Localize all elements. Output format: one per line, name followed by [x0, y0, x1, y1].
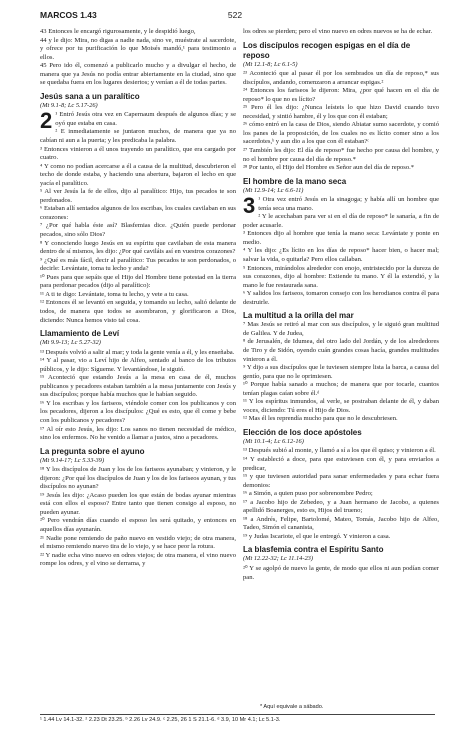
- left-column: [40, 28, 236, 569]
- section-heading: La multitud a la orilla del mar: [243, 311, 354, 321]
- parallel-reference: (Mt 12.1-8; Lc 6.1-5): [243, 60, 298, 68]
- verse: ¹⁶ a Simón, a quien puso por sobrenombre Pedro;: [243, 490, 373, 498]
- section-heading: Llamamiento de Leví: [40, 329, 120, 339]
- section-heading: Los discípulos recogen espigas en el día de reposo: [243, 40, 411, 60]
- verse: ²⁵ Pero él les dijo: ¿Nunca leísteis lo que hizo David cuando tuvo necesidad, y sintió hambre, él y los que con él estaban;: [243, 104, 439, 120]
- verse: ²⁰ Y se agolpó de nuevo la gente, de modo que ellos ni aun podían comer pan.: [243, 564, 439, 581]
- section-heading: La blasfemia contra el Espíritu Santo: [243, 545, 384, 555]
- verse: ¹⁹ y Judas Iscariote, el que le entregó. Y vinieron a casa.: [243, 532, 391, 540]
- verse: ⁸ Y conociendo luego Jesús en su espíritu que cavilaban de esta manera dentro de sí mismos, les dijo: ¿Por qué caviláis así en vuestros corazones?: [40, 239, 236, 256]
- parallel-reference: (Mt 9.14-17; Lc 5.33-39): [40, 456, 105, 464]
- footer-divider: [40, 714, 435, 715]
- verse: ²⁴ Entonces los fariseos le dijeron: Mira, ¿por qué hacen en el día de reposo* lo que no es lícito?: [243, 87, 439, 103]
- verse: ¹¹ A ti te digo: Levántate, toma tu lecho, y vete a tu casa.: [40, 290, 189, 298]
- verse: ¹⁴ Y al pasar, vio a Leví hijo de Alfeo, sentado al banco de los tributos públicos, y le dijo: Sígueme. Y levantándose, le siguió.: [40, 357, 236, 373]
- parallel-reference: (Mt 9.9-13; Lc 5.27-32): [40, 339, 101, 347]
- parallel-reference: (Mt 12.9-14; Lc 6.6-11): [243, 186, 304, 194]
- verse: ¹ Otra vez entró Jesús en la sinagoga; y había allí un hombre que tenía seca una mano.: [258, 196, 439, 212]
- verse: ¹¹ Y los espíritus inmundos, al verle, se postraban delante de él, y daban voces, diciendo: Tú eres el Hijo de Dios.: [243, 398, 439, 414]
- verse: ¹⁷ Al oír esto Jesús, les dijo: Los sanos no tienen necesidad de médico, sino los enfermos. No he venido a llamar a justos, sino a pecadores.: [40, 425, 236, 442]
- verse: ²⁶ cómo entró en la casa de Dios, siendo Abiatar sumo sacerdote, y comió los panes de la proposición, de los cuales no es lícito comer sino a los sacerdotes,ᵇ y aun dio a los que con él estaban?ᶜ: [243, 121, 439, 146]
- verse: ¹⁹ Jesús les dijo: ¿Acaso pueden los que están de bodas ayunar mientras está con ellos el esposo? Entre tanto que tienen consigo al esposo, no pueden ayunar.: [40, 491, 236, 516]
- section-heading: La pregunta sobre el ayuno: [40, 446, 145, 456]
- verse: ¹³ Después volvió a salir al mar; y toda la gente venía a él, y les enseñaba.: [40, 348, 235, 356]
- verse: ² Y le acechaban para ver si en el día de reposo* le sanaría, a fin de poder acusarle.: [243, 213, 439, 229]
- section-heading: El hombre de la mano seca: [243, 176, 347, 186]
- chapter-number: 2: [40, 108, 53, 134]
- parallel-reference: (Mt 9.1-8; Lc 5.17-26): [40, 101, 98, 109]
- verse: ¹³ Después subió al monte, y llamó a sí a los que él quiso; y vinieron a él.: [243, 447, 436, 455]
- verse: ¹⁸ a Andrés, Felipe, Bartolomé, Mateo, Tomás, Jacobo hijo de Alfeo, Tadeo, Simón el cananista,: [243, 515, 439, 532]
- verse: ¹² Entonces él se levantó en seguida, y tomando su lecho, salió delante de todos, de manera que todos se asombraron, y glorificaron a Dios, diciendo: Nunca hemos visto tal cosa.: [40, 299, 236, 324]
- verse: ³ Entonces dijo al hombre que tenía la mano seca: Levántate y ponte en medio.: [243, 230, 439, 246]
- verse: ¹⁷ a Jacobo hijo de Zebedeo, y a Juan hermano de Jacobo, a quienes apellidó Boanerges, esto es, Hijos del trueno;: [243, 498, 439, 515]
- verse: ¹² Mas él les reprendía mucho para que no le descubriesen.: [243, 415, 398, 423]
- chapter-number: 3: [243, 193, 256, 219]
- verse: ⁹ ¿Qué es más fácil, decir al paralítico: Tus pecados te son perdonados, o decirle: Levántate, toma tu lecho y anda?: [40, 256, 236, 273]
- verse: ⁵ Entonces, mirándolos alrededor con enojo, entristecido por la dureza de sus corazones, dijo al hombre: Extiende tu mano. Y él la extendió, y la mano le fue restaurada sana.: [243, 264, 439, 289]
- verse: ²⁷ También les dijo: El día de reposo* fue hecho por causa del hombre, y no el hombre por causa del día de reposo.*: [243, 147, 439, 163]
- verse: ⁴ Y les dijo: ¿Es lícito en los días de reposo* hacer bien, o hacer mal; salvar la vida, o quitarla? Pero ellos callaban.: [243, 247, 439, 264]
- cross-references: ¹ 1.44 Lv 14.1-32. ² 2.23 Dt 23.25. ᵇ 2.26 Lv 24.9. ᶜ 2.25, 26 1 S 21.1-6. ᵈ 3.9, 10 Mr 4.1; Lc 5.1-3.: [40, 717, 281, 723]
- verse: ¹⁴ Y estableció a doce, para que estuviesen con él, y para enviarlos a predicar,: [243, 455, 439, 472]
- parallel-reference: (Mt 10.1-4; Lc 6.12-16): [243, 437, 304, 445]
- verse: ⁶ Y salidos los fariseos, tomaron consejo con los herodianos contra él para destruirle.: [243, 290, 439, 306]
- parallel-reference: (Mt 12.22-32; Lc 11.14-23): [243, 555, 313, 563]
- verse: ²² Y nadie echa vino nuevo en odres viejos; de otra manera, el vino nuevo rompe los odres, y el vino se derrama, y: [40, 551, 236, 568]
- section-heading: Elección de los doce apóstoles: [243, 427, 362, 437]
- verse: ¹⁵ Aconteció que estando Jesús a la mesa en casa de él, muchos publicanos y pecadores estaban también a la mesa juntamente con Jesús y sus discípulos; porque había muchos que le habían seguido.: [40, 374, 236, 399]
- verse: 44 y le dijo: Mira, no digas a nadie nada, sino ve, muéstrate al sacerdote, y ofrece por tu purificación lo que Moisés mandó,¹ para testimonio a ellos.: [40, 36, 236, 61]
- verse: ⁵ Al ver Jesús la fe de ellos, dijo al paralítico: Hijo, tus pecados te son perdonados.: [40, 188, 236, 204]
- footnote: * Aquí equivale a sábado.: [260, 704, 324, 710]
- running-header: [0, 10, 470, 24]
- verse: ¹ Entró Jesús otra vez en Capernaum después de algunos días; y se oyó que estaba en casa.: [55, 111, 236, 127]
- verse: ¹⁰ Porque había sanado a muchos; de manera que por tocarle, cuantos tenían plagas caían sobre él.ᵈ: [243, 381, 439, 397]
- verse: ¹⁶ Y los escribas y los fariseos, viéndole comer con los publicanos y con los pecadores, dijeron a los discípulos: ¿Qué es esto, que él come y bebe con los publicanos y pecadores?: [40, 399, 236, 424]
- page-number: 522: [227, 10, 243, 20]
- verse: ⁶ Estaban allí sentados algunos de los escribas, los cuales cavilaban en sus corazones:: [40, 205, 236, 221]
- verse: ³ Entonces vinieron a él unos trayendo un paralítico, que era cargado por cuatro.: [40, 145, 236, 162]
- verse: ² E inmediatamente se juntaron muchos, de manera que ya no cabían ni aun a la puerta; y les predicaba la palabra.: [40, 128, 236, 145]
- verse: ²⁸ Por tanto, el Hijo del Hombre es Señor aun del día de reposo.*: [243, 164, 415, 172]
- right-column: [243, 28, 439, 582]
- verse: 45 Pero ido él, comenzó a publicarlo mucho y a divulgar el hecho, de manera que ya Jesús no podía entrar abiertamente en la ciudad, sino que se quedaba fuera en los lugares desiertos; y venían a él de todas partes.: [40, 62, 236, 87]
- verse: ²¹ Nadie pone remiendo de paño nuevo en vestido viejo; de otra manera, el mismo remiendo nuevo tira de lo viejo, y se hace peor la rotura.: [40, 534, 236, 551]
- verse: ²³ Aconteció que al pasar él por los sembrados un día de reposo,* sus discípulos, andando, comenzaron a arrancar espigas.²: [243, 70, 439, 86]
- verse: ²⁰ Pero vendrán días cuando el esposo les será quitado, y entonces en aquellos días ayunarán.: [40, 517, 236, 533]
- verse: ⁴ Y como no podían acercarse a él a causa de la multitud, descubrieron el techo de donde estaba, y haciendo una abertura, bajaron el lecho en que yacía el paralítico.: [40, 162, 236, 187]
- verse-continuation: los odres se pierden; pero el vino nuevo en odres nuevos se ha de echar.: [243, 28, 433, 35]
- verse: ¹⁵ y que tuviesen autoridad para sanar enfermedades y para echar fuera demonios:: [243, 473, 439, 489]
- verse: ¹⁰ Pues para que sepáis que el Hijo del Hombre tiene potestad en la tierra para perdonar pecados (dijo al paralítico):: [40, 273, 236, 290]
- verse: ¹⁸ Y los discípulos de Juan y los de los fariseos ayunaban; y vinieron, y le dijeron: ¿Por qué los discípulos de Juan y los de los fariseos ayunan, y tus discípulos no ayunan?: [40, 466, 236, 491]
- verse: ⁷ Mas Jesús se retiró al mar con sus discípulos, y le siguió gran multitud de Galilea. Y de Judea,: [243, 321, 439, 337]
- verse: ⁸ de Jerusalén, de Idumea, del otro lado del Jordán, y de los alrededores de Tiro y de Sidón, oyendo cuán grandes cosas hacía, grandes multitudes vinieron a él.: [243, 338, 439, 363]
- verse: ⁹ Y dijo a sus discípulos que le tuviesen siempre lista la barca, a causa del gentío, para que no le oprimiesen.: [243, 364, 439, 380]
- section-heading: Jesús sana a un paralítico: [40, 91, 140, 101]
- verse: 43 Entonces le encargó rigurosamente, y le despidió luego,: [40, 28, 196, 35]
- verse: ⁷ ¿Por qué habla éste así? Blasfemias dice. ¿Quién puede perdonar pecados, sino sólo Dios?: [40, 222, 236, 239]
- book-reference: MARCOS 1.43: [40, 10, 97, 20]
